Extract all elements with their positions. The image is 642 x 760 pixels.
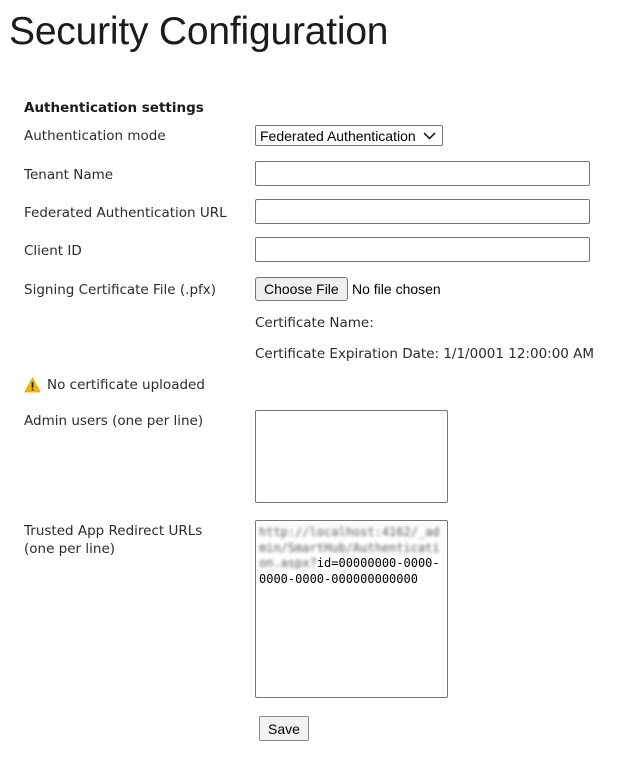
certificate-name-text: Certificate Name:: [255, 315, 374, 331]
redirect-urls-textarea[interactable]: [255, 520, 448, 698]
federated-url-label: Federated Authentication URL: [24, 205, 227, 221]
federated-url-input[interactable]: [255, 199, 590, 224]
page-title: Security Configuration: [9, 10, 389, 53]
tenant-name-input[interactable]: [255, 161, 590, 186]
signing-cert-label: Signing Certificate File (.pfx): [24, 282, 217, 298]
tenant-name-label: Tenant Name: [24, 167, 114, 183]
certificate-expiration-text: Certificate Expiration Date: 1/1/0001 12:00:00 AM: [255, 346, 595, 362]
admin-users-textarea[interactable]: [255, 410, 448, 503]
warning-icon: [24, 377, 41, 393]
redirect-urls-visible-text: id=00000000-0000-0000-0000-000000000000: [259, 556, 440, 586]
save-button[interactable]: Save: [259, 716, 309, 741]
choose-file-button[interactable]: Choose File: [255, 277, 348, 301]
auth-mode-label: Authentication mode: [24, 128, 166, 144]
warning-text: No certificate uploaded: [47, 377, 205, 393]
auth-mode-select[interactable]: [255, 125, 443, 146]
file-status-text: No file chosen: [352, 281, 441, 297]
certificate-warning: [24, 377, 205, 393]
admin-users-label: Admin users (one per line): [24, 413, 204, 429]
section-heading-authentication: Authentication settings: [24, 100, 204, 116]
auth-mode-selected-value: Federated Authentication: [260, 127, 416, 144]
client-id-label: Client ID: [24, 243, 82, 259]
redirect-urls-blurred-text: http://localhost:4162/_admin/SmartHub/Authentication.aspx?: [259, 525, 440, 570]
redirect-urls-value: [259, 525, 444, 587]
client-id-input[interactable]: [255, 237, 590, 262]
redirect-urls-label: Trusted App Redirect URLs (one per line): [24, 523, 203, 557]
chevron-down-icon: [423, 132, 436, 140]
